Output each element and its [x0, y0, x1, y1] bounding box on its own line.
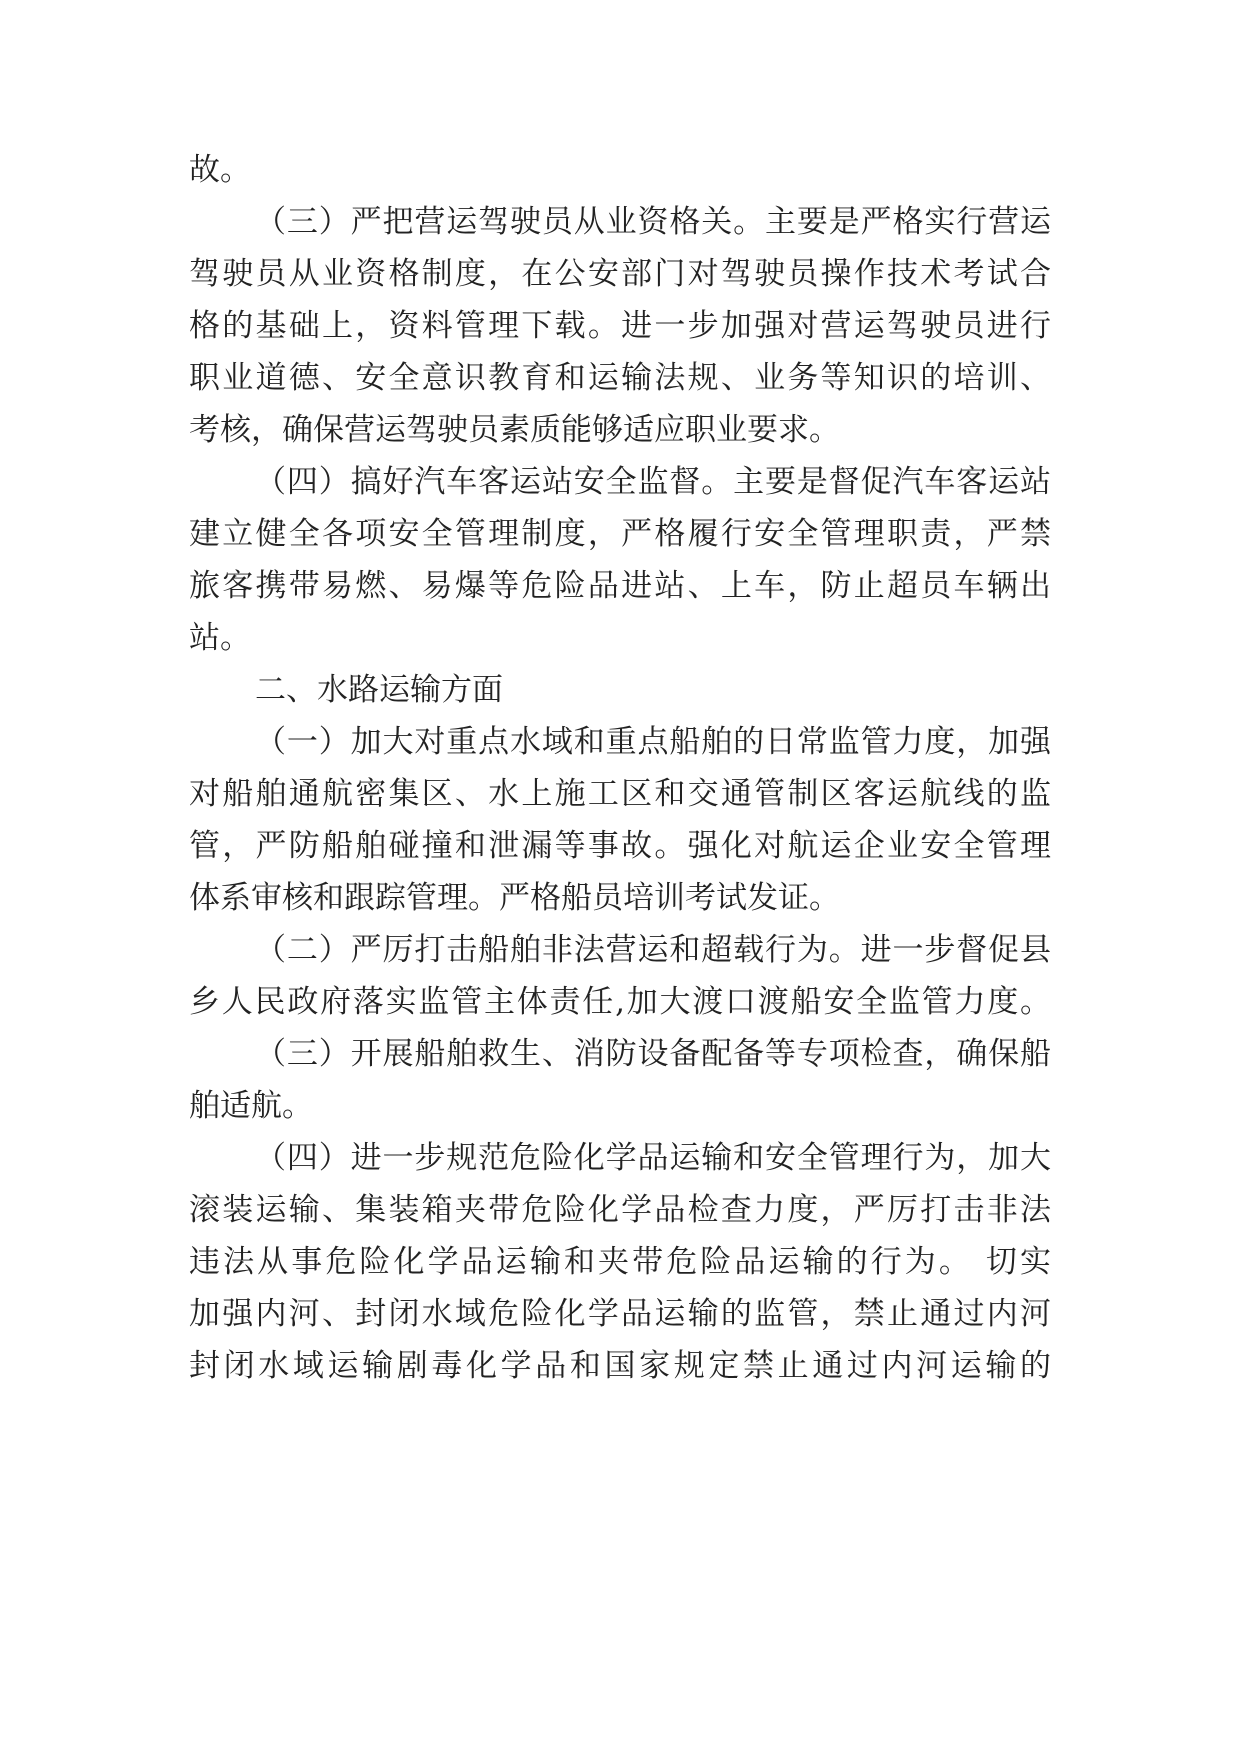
text-line: 职业道德、安全意识教育和运输法规、业务等知识的培训、	[189, 360, 1051, 396]
section-heading: 二、水路运输方面	[255, 672, 503, 708]
text-line: 管，严防船舶碰撞和泄漏等事故。强化对航运企业安全管理	[189, 828, 1051, 864]
text-line: 站。	[189, 620, 251, 656]
text-line: 故。	[189, 152, 251, 188]
text-line: 体系审核和跟踪管理。严格船员培训考试发证。	[189, 880, 840, 916]
text-line: 加强内河、封闭水域危险化学品运输的监管，禁止通过内河	[189, 1296, 1051, 1332]
text-line: 建立健全各项安全管理制度，严格履行安全管理职责，严禁	[189, 516, 1051, 552]
text-line: （一）加大对重点水域和重点船舶的日常监管力度，加强	[255, 724, 1051, 760]
text-line: 滚装运输、集装箱夹带危险化学品检查力度，严厉打击非法	[189, 1192, 1051, 1228]
text-line: （二）严厉打击船舶非法营运和超载行为。进一步督促县	[255, 932, 1051, 968]
text-line: 封闭水域运输剧毒化学品和国家规定禁止通过内河运输的	[189, 1348, 1051, 1384]
text-line: 考核，确保营运驾驶员素质能够适应职业要求。	[189, 412, 840, 448]
text-line: （三）严把营运驾驶员从业资格关。主要是严格实行营运	[255, 204, 1051, 240]
text-line: 舶适航。	[189, 1088, 313, 1124]
text-line: （四）搞好汽车客运站安全监督。主要是督促汽车客运站	[255, 464, 1051, 500]
text-line: 乡人民政府落实监管主体责任,加大渡口渡船安全监管力度。	[189, 984, 1051, 1020]
text-line: 旅客携带易燃、易爆等危险品进站、上车，防止超员车辆出	[189, 568, 1051, 604]
text-line: 格的基础上，资料管理下载。进一步加强对营运驾驶员进行	[189, 308, 1051, 344]
text-line: 驾驶员从业资格制度，在公安部门对驾驶员操作技术考试合	[189, 256, 1051, 292]
text-line: 对船舶通航密集区、水上施工区和交通管制区客运航线的监	[189, 776, 1051, 812]
text-line: （四）进一步规范危险化学品运输和安全管理行为，加大	[255, 1140, 1051, 1176]
text-line: 违法从事危险化学品运输和夹带危险品运输的行为。 切实	[189, 1244, 1051, 1280]
text-line: （三）开展船舶救生、消防设备配备等专项检查，确保船	[255, 1036, 1051, 1072]
